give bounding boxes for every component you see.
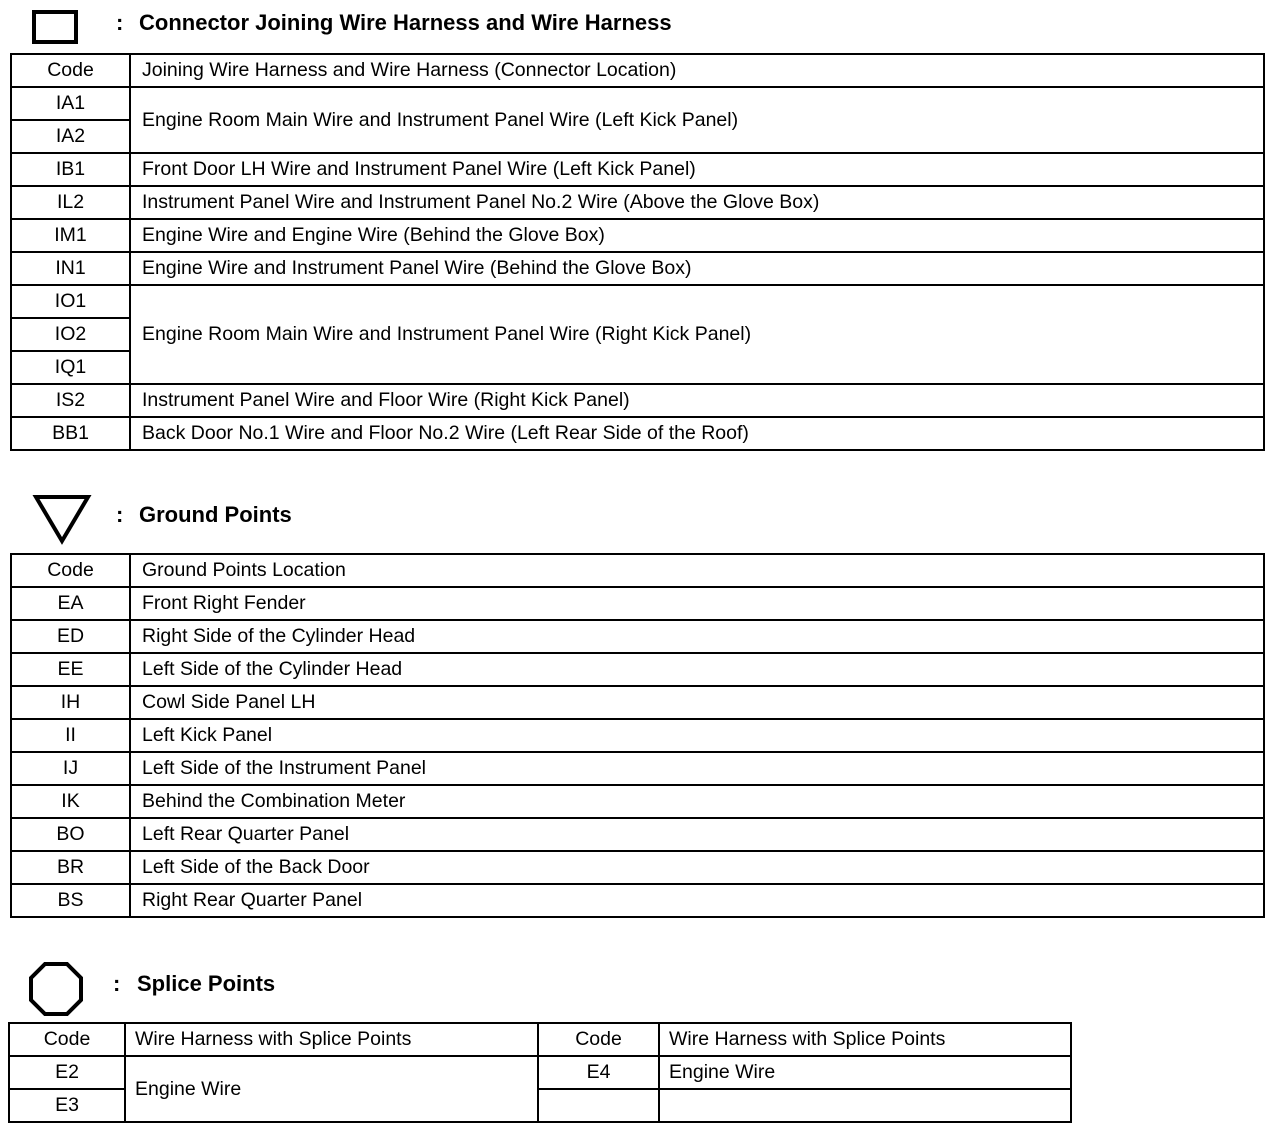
connector-square-icon bbox=[32, 10, 78, 49]
code-cell: IA2 bbox=[11, 120, 130, 153]
code-cell: IS2 bbox=[11, 384, 130, 417]
code-cell: II bbox=[11, 719, 130, 752]
code-cell: BS bbox=[11, 884, 130, 917]
code-cell: IK bbox=[11, 785, 130, 818]
table-row bbox=[11, 384, 1264, 417]
code-cell: IJ bbox=[11, 752, 130, 785]
code-header: Code bbox=[538, 1023, 659, 1056]
harness-header: Wire Harness with Splice Points bbox=[659, 1023, 1071, 1056]
code-cell: IH bbox=[11, 686, 130, 719]
location-cell: Left Rear Quarter Panel bbox=[130, 818, 1264, 851]
table-row bbox=[11, 884, 1264, 917]
table-row bbox=[11, 153, 1264, 186]
code-cell: EA bbox=[11, 587, 130, 620]
table-header-row bbox=[11, 54, 1264, 87]
harness-header: Wire Harness with Splice Points bbox=[125, 1023, 538, 1056]
splice-section-title: Splice Points bbox=[137, 971, 276, 996]
location-cell: Right Side of the Cylinder Head bbox=[130, 620, 1264, 653]
empty-cell bbox=[659, 1089, 1071, 1122]
code-cell: IB1 bbox=[11, 153, 130, 186]
code-header: Code bbox=[11, 54, 130, 87]
table-row bbox=[11, 653, 1264, 686]
location-header: Ground Points Location bbox=[130, 554, 1264, 587]
connector-table bbox=[10, 53, 1265, 451]
code-cell: IN1 bbox=[11, 252, 130, 285]
table-row bbox=[9, 1056, 1071, 1089]
code-cell: E3 bbox=[9, 1089, 125, 1122]
code-header: Code bbox=[11, 554, 130, 587]
location-cell: Back Door No.1 Wire and Floor No.2 Wire (Left Rear Side of the Roof) bbox=[130, 417, 1264, 450]
location-header: Joining Wire Harness and Wire Harness (Connector Location) bbox=[130, 54, 1264, 87]
ground-section-colon: : bbox=[116, 502, 124, 527]
code-cell: E2 bbox=[9, 1056, 125, 1089]
harness-cell: Engine Wire bbox=[659, 1056, 1071, 1089]
location-cell: Engine Room Main Wire and Instrument Panel Wire (Left Kick Panel) bbox=[130, 87, 1264, 153]
code-cell: EE bbox=[11, 653, 130, 686]
table-header-row bbox=[11, 554, 1264, 587]
splice-section-colon: : bbox=[113, 971, 121, 996]
location-cell: Left Side of the Back Door bbox=[130, 851, 1264, 884]
table-row bbox=[11, 818, 1264, 851]
location-cell: Cowl Side Panel LH bbox=[130, 686, 1264, 719]
code-cell: IA1 bbox=[11, 87, 130, 120]
table-row bbox=[11, 686, 1264, 719]
code-cell: IL2 bbox=[11, 186, 130, 219]
table-row bbox=[11, 785, 1264, 818]
location-cell: Left Side of the Instrument Panel bbox=[130, 752, 1264, 785]
location-cell: Engine Wire and Instrument Panel Wire (Behind the Glove Box) bbox=[130, 252, 1264, 285]
splice-octagon-icon bbox=[28, 961, 84, 1022]
code-header: Code bbox=[9, 1023, 125, 1056]
table-row bbox=[11, 186, 1264, 219]
ground-triangle-icon bbox=[32, 493, 92, 550]
location-cell: Left Kick Panel bbox=[130, 719, 1264, 752]
table-row bbox=[11, 252, 1264, 285]
empty-cell bbox=[538, 1089, 659, 1122]
table-row bbox=[11, 219, 1264, 252]
table-row bbox=[11, 752, 1264, 785]
table-row bbox=[11, 851, 1264, 884]
location-cell: Front Door LH Wire and Instrument Panel Wire (Left Kick Panel) bbox=[130, 153, 1264, 186]
location-cell: Instrument Panel Wire and Instrument Panel No.2 Wire (Above the Glove Box) bbox=[130, 186, 1264, 219]
code-cell: E4 bbox=[538, 1056, 659, 1089]
code-cell: ED bbox=[11, 620, 130, 653]
harness-cell: Engine Wire bbox=[125, 1056, 538, 1122]
location-cell: Left Side of the Cylinder Head bbox=[130, 653, 1264, 686]
code-cell: IO1 bbox=[11, 285, 130, 318]
table-row bbox=[11, 620, 1264, 653]
table-row bbox=[11, 417, 1264, 450]
location-cell: Instrument Panel Wire and Floor Wire (Right Kick Panel) bbox=[130, 384, 1264, 417]
code-cell: IQ1 bbox=[11, 351, 130, 384]
code-cell: BB1 bbox=[11, 417, 130, 450]
table-row bbox=[11, 87, 1264, 120]
ground-section-title: Ground Points bbox=[139, 502, 292, 527]
splice-table bbox=[8, 1022, 1072, 1123]
location-cell: Front Right Fender bbox=[130, 587, 1264, 620]
table-header-row bbox=[9, 1023, 1071, 1056]
connector-section-colon: : bbox=[116, 10, 124, 35]
code-cell: IM1 bbox=[11, 219, 130, 252]
location-cell: Behind the Combination Meter bbox=[130, 785, 1264, 818]
location-cell: Right Rear Quarter Panel bbox=[130, 884, 1264, 917]
ground-table bbox=[10, 553, 1265, 918]
code-cell: BR bbox=[11, 851, 130, 884]
code-cell: IO2 bbox=[11, 318, 130, 351]
code-cell: BO bbox=[11, 818, 130, 851]
table-row bbox=[11, 587, 1264, 620]
connector-section-title: Connector Joining Wire Harness and Wire Harness bbox=[139, 10, 672, 35]
location-cell: Engine Wire and Engine Wire (Behind the Glove Box) bbox=[130, 219, 1264, 252]
table-row bbox=[11, 285, 1264, 318]
table-row bbox=[11, 719, 1264, 752]
location-cell: Engine Room Main Wire and Instrument Panel Wire (Right Kick Panel) bbox=[130, 285, 1264, 384]
